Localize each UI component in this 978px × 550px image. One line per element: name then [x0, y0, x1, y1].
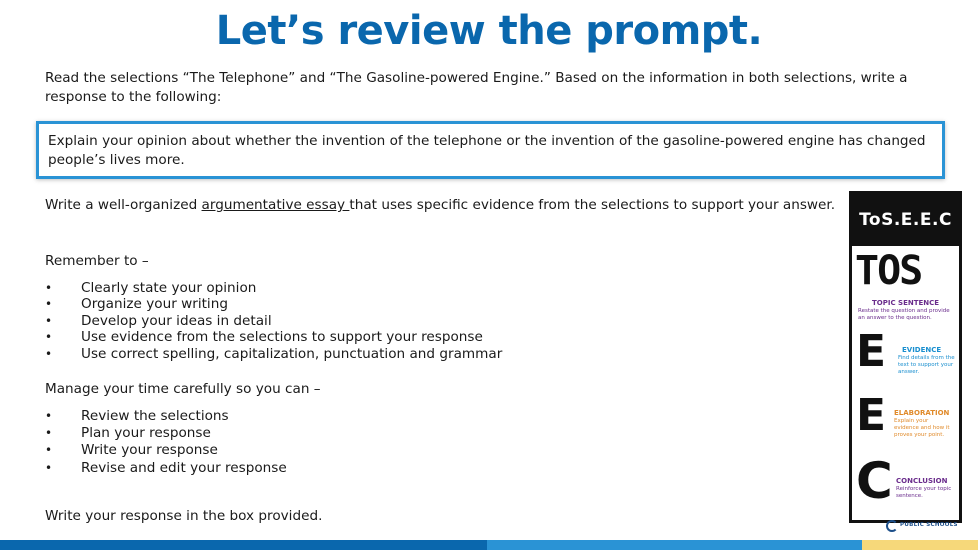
district-logo-icon — [886, 520, 898, 532]
remember-list — [45, 280, 502, 362]
poster-e2-letter: E — [856, 390, 887, 441]
final-instruction: Write your response in the box provided. — [45, 508, 323, 524]
topic-sentence-desc: Restate the question and provide an answer to the question. — [858, 308, 950, 321]
conclusion-label: CONCLUSION — [896, 477, 948, 485]
intro-text: Read the selections “The Telephone” and “The Gasoline-powered Engine.” Based on the information in both selections, write a response to the following: — [45, 70, 908, 105]
page-title: Let’s review the prompt. — [215, 8, 763, 54]
remember-heading: Remember to – — [45, 253, 149, 269]
list-item: • Write your response — [45, 442, 287, 459]
evidence-desc: Find details from the text to support your answer. — [898, 355, 955, 375]
write-task-before: Write a well-organized — [45, 197, 202, 213]
list-item: • Clearly state your opinion — [45, 280, 502, 296]
evidence-label: EVIDENCE — [902, 346, 942, 354]
footer-bar-light-blue — [487, 540, 862, 550]
manage-list — [45, 408, 287, 477]
list-item: • Use evidence from the selections to support your response — [45, 329, 502, 345]
toseec-poster — [849, 191, 962, 523]
list-item: • Develop your ideas in detail — [45, 313, 502, 329]
list-item: • Review the selections — [45, 408, 287, 425]
prompt-text: Explain your opinion about whether the invention of the telephone or the invention of the gasoline-powered engine has changed people’s lives more. — [48, 133, 926, 168]
write-task-after: that uses specific evidence from the selections to support your answer. — [349, 197, 836, 213]
poster-c-letter: C — [856, 452, 893, 510]
write-task — [45, 196, 845, 215]
list-item: • Plan your response — [45, 425, 287, 442]
conclusion-desc: Reinforce your topic sentence. — [896, 486, 952, 499]
poster-header: ToS.E.E.C — [852, 194, 959, 246]
topic-sentence-label: TOPIC SENTENCE — [872, 299, 940, 307]
prompt-box — [36, 121, 945, 179]
list-item: • Organize your writing — [45, 296, 502, 312]
manage-heading: Manage your time carefully so you can – — [45, 381, 321, 397]
footer-bar-dark-blue — [0, 540, 487, 550]
elaboration-label: ELABORATION — [894, 409, 950, 417]
poster-e1-letter: E — [856, 326, 887, 377]
footer-bar-yellow — [862, 540, 978, 550]
elaboration-desc: Explain your evidence and how it proves your point. — [894, 418, 950, 438]
poster-tos-letters: TOS — [855, 248, 922, 294]
list-item: • Revise and edit your response — [45, 460, 287, 477]
list-item: • Use correct spelling, capitalization, punctuation and grammar — [45, 346, 502, 362]
argumentative-essay-term: argumentative essay — [201, 197, 350, 213]
district-logo-text: PUBLIC SCHOOLS — [900, 522, 958, 528]
